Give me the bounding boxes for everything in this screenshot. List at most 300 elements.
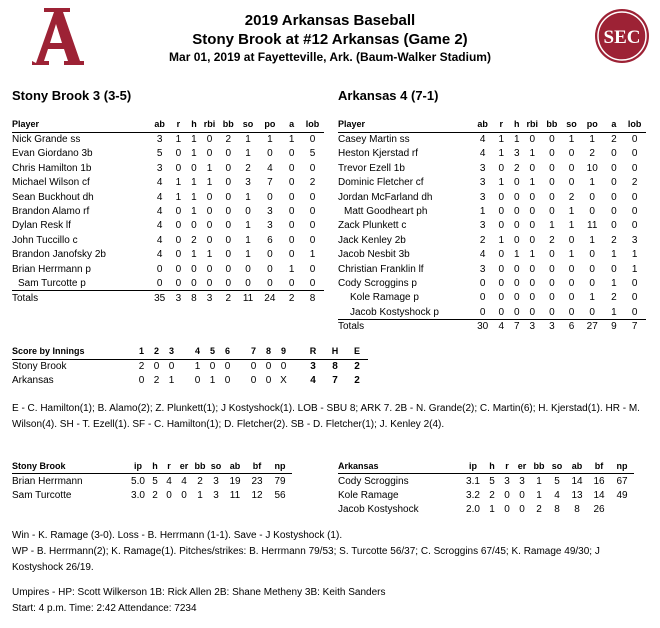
stat-cell: 1	[191, 148, 197, 160]
stat-cell: 1	[498, 234, 505, 246]
stat-cell: 1	[568, 220, 575, 232]
spacer	[291, 373, 302, 387]
stat-cell: 0	[631, 162, 638, 174]
column-header: bb	[541, 118, 564, 132]
stat-cell: 4	[156, 220, 163, 232]
stat-cell: 4	[156, 234, 163, 246]
stat-cell: 26	[593, 504, 605, 516]
pitcher-name: Cody Scroggins	[338, 475, 409, 487]
player-name: Brandon Janofsky 2b	[12, 249, 106, 261]
stat-cell: 2	[514, 162, 520, 174]
home-team-title: Arkansas 4 (7-1)	[338, 88, 439, 103]
stat-cell: 1	[631, 249, 638, 261]
stat-cell: 1	[498, 134, 505, 146]
stat-cell: 8	[554, 504, 560, 516]
header-row	[12, 118, 324, 132]
totals-cell: 9	[611, 321, 617, 333]
home-batting-table	[338, 118, 646, 334]
player-name: Brandon Alamo rf	[12, 206, 90, 218]
totals-cell: 3	[549, 321, 555, 333]
stat-cell: 0	[589, 191, 595, 203]
stat-cell: 0	[239, 276, 258, 290]
stat-cell: 0	[611, 191, 617, 203]
inning-header: 1	[134, 345, 149, 359]
totals-cell: 27	[586, 321, 598, 333]
stat-cell: 0	[563, 305, 580, 319]
totals-cell: 24	[264, 292, 276, 304]
player-row	[338, 248, 646, 262]
stat-cell: 4	[479, 249, 486, 261]
player-row	[12, 176, 324, 190]
stat-cell: 0	[498, 292, 505, 304]
stat-cell: 0	[206, 191, 213, 203]
stat-cell: 1	[568, 134, 575, 146]
inning-score: 0	[265, 374, 272, 386]
stat-cell: 0	[288, 220, 295, 232]
stat-cell: 0	[175, 263, 182, 275]
player-name: Cody Scroggins p	[338, 277, 417, 289]
rhe-value: 2	[354, 360, 360, 372]
stat-cell: 0	[301, 276, 324, 290]
column-header: rbi	[201, 118, 218, 132]
stat-cell: 3	[156, 162, 163, 174]
stat-cell: 0	[267, 191, 273, 203]
stat-cell: 0	[549, 191, 555, 203]
pitching-header	[12, 459, 292, 474]
stat-cell: 0	[529, 162, 536, 174]
player-name: Jacob Nesbit 3b	[338, 249, 410, 261]
stat-cell: 14	[571, 475, 583, 487]
stat-cell: 4	[166, 475, 172, 487]
stat-cell: 0	[631, 206, 638, 218]
spacer	[235, 345, 246, 359]
stat-cell: 0	[529, 206, 536, 218]
stat-cell: 5.0	[131, 475, 145, 487]
stat-cell: 0	[549, 134, 555, 146]
stat-cell: 19	[229, 475, 241, 487]
stat-cell: 3.1	[466, 475, 480, 487]
player-row	[338, 305, 646, 319]
stat-cell: 0	[631, 292, 638, 304]
stat-cell: 67	[616, 475, 628, 487]
column-header: Player	[338, 118, 472, 132]
stat-cell: 0	[181, 489, 187, 501]
stat-cell: 3	[479, 191, 486, 203]
stat-cell: 23	[251, 475, 263, 487]
player-row	[338, 276, 646, 290]
totals-row	[338, 319, 646, 333]
stat-cell: 0	[479, 292, 486, 304]
stat-cell: 8	[574, 504, 580, 516]
stat-cell: 0	[529, 220, 536, 232]
stat-cell: 0	[245, 263, 251, 275]
stat-cell: 0	[549, 263, 555, 275]
totals-cell: 7	[631, 321, 638, 333]
stat-cell: 0	[568, 263, 575, 275]
stat-cell: 0	[309, 134, 316, 146]
stat-cell: 4	[479, 148, 486, 160]
column-header: lob	[623, 118, 646, 132]
stat-cell: 0	[524, 305, 541, 319]
stat-cell: 0	[510, 305, 524, 319]
column-header: r	[170, 118, 187, 132]
player-name: Chris Hamilton 1b	[12, 162, 92, 174]
stat-cell: 3	[631, 234, 638, 246]
stat-cell: 5	[489, 475, 495, 487]
player-name: Michael Wilson cf	[12, 177, 90, 189]
stat-cell: 4	[554, 489, 560, 501]
batting-notes: E - C. Hamilton(1); B. Alamo(2); Z. Plunkett(1); J Kostyshock(1). LOB - SBU 8; ARK 7. 2B - N. Grande(2); C. Martin(6); H. Kjerstad(1). HR - M. Wilson(4). SH - T. Ezell(1). SF - C. Hamilton(1); D. Fletcher(2). SB - D. Fletcher(1); J. Kenley 2(4).	[12, 403, 640, 430]
stat-cell: 0	[170, 276, 187, 290]
stat-cell: 0	[498, 206, 505, 218]
stat-cell: 0	[631, 134, 638, 146]
stat-cell: 0	[225, 177, 232, 189]
stat-cell: 0	[514, 191, 520, 203]
stat-cell: 1	[529, 249, 536, 261]
column-header: ab	[149, 118, 170, 132]
stat-cell: 0	[288, 148, 295, 160]
stat-cell: 1	[309, 249, 316, 261]
stat-cell: 0	[611, 220, 617, 232]
rhe-value: 8	[332, 360, 338, 372]
stat-cell: 0	[611, 206, 617, 218]
stat-cell: 0	[611, 263, 617, 275]
stat-cell: 0	[175, 162, 182, 174]
linescore-team: Arkansas	[12, 374, 54, 386]
inning-score: 0	[138, 374, 145, 386]
stat-cell: 1	[568, 249, 575, 261]
stat-cell: 0	[568, 177, 575, 189]
totals-cell: 2	[288, 292, 295, 304]
player-name: Brian Herrmann p	[12, 263, 91, 275]
inning-score: 2	[153, 374, 160, 386]
stat-cell: 1	[611, 249, 617, 261]
column-header: ip	[128, 459, 148, 474]
stat-cell: 1	[589, 134, 595, 146]
stat-cell: 0	[191, 162, 197, 174]
totals-label: Totals	[338, 321, 365, 333]
stat-cell: 2	[479, 234, 486, 246]
column-header: ab	[566, 459, 588, 474]
stat-cell: 0	[288, 162, 295, 174]
column-header: rbi	[524, 118, 541, 132]
player-name: Dominic Fletcher cf	[338, 177, 424, 189]
column-header: so	[208, 459, 224, 474]
stat-cell: 0	[529, 263, 536, 275]
inning-score: 0	[194, 374, 201, 386]
column-header: bf	[246, 459, 268, 474]
stat-cell: 0	[225, 263, 232, 275]
stat-cell: 0	[631, 220, 638, 232]
totals-cell: 3	[206, 292, 213, 304]
player-row	[12, 161, 324, 175]
stat-cell: 0	[288, 234, 295, 246]
stat-cell: 3	[156, 134, 163, 146]
stat-cell: 4	[156, 249, 163, 261]
inning-header: 2	[149, 345, 164, 359]
stat-cell: 0	[568, 162, 575, 174]
stat-cell: 4	[156, 177, 163, 189]
stat-cell: 1	[245, 134, 251, 146]
column-header: np	[610, 459, 634, 474]
stat-cell: 0	[225, 234, 232, 246]
stat-cell: 3.2	[466, 489, 480, 501]
player-row	[12, 147, 324, 161]
totals-cell: 3	[529, 321, 536, 333]
stat-cell: 2	[536, 504, 542, 516]
stat-cell: 5	[309, 148, 316, 160]
stat-cell: 2	[549, 234, 555, 246]
stat-cell: 0	[504, 504, 510, 516]
stat-cell: 4	[267, 162, 273, 174]
inning-score: 0	[168, 360, 175, 372]
inning-score: 0	[250, 360, 257, 372]
stat-cell: 0	[568, 148, 575, 160]
linescore-table	[12, 345, 368, 387]
stat-cell: 0	[498, 191, 505, 203]
pitcher-row	[338, 503, 634, 518]
stat-cell: 0	[611, 148, 617, 160]
rhe-header: R	[302, 345, 324, 359]
stat-cell: 5	[156, 148, 163, 160]
stat-cell: 5	[554, 475, 560, 487]
stat-cell: 0	[156, 263, 163, 275]
inning-score: 1	[194, 360, 201, 372]
player-name: Trevor Ezell 1b	[338, 162, 405, 174]
stat-cell: 2	[489, 489, 495, 501]
column-header: a	[282, 118, 301, 132]
stat-cell: 0	[225, 249, 232, 261]
inning-header: 7	[246, 345, 261, 359]
totals-cell: 2	[225, 292, 232, 304]
totals-cell: 35	[154, 292, 166, 304]
inning-score: 2	[138, 360, 145, 372]
stat-cell: 0	[498, 277, 505, 289]
stat-cell: 0	[225, 206, 232, 218]
stat-cell: 12	[251, 489, 263, 501]
rhe-header: H	[324, 345, 346, 359]
player-row	[338, 291, 646, 305]
stat-cell: 0	[549, 177, 555, 189]
stat-cell: 0	[288, 177, 295, 189]
column-header: ip	[462, 459, 484, 474]
column-header: h	[510, 118, 524, 132]
player-row	[12, 248, 324, 262]
stat-cell: 0	[309, 162, 316, 174]
stat-cell: 3	[479, 220, 486, 232]
stat-cell: 0	[514, 292, 520, 304]
stat-cell: 0	[309, 234, 316, 246]
stat-cell: 0	[245, 206, 251, 218]
stat-cell: 1	[175, 134, 182, 146]
player-row	[338, 190, 646, 204]
stat-cell: 0	[288, 191, 295, 203]
column-header: Stony Brook	[12, 459, 128, 474]
stat-cell: 2	[309, 177, 316, 189]
stat-cell: 0	[519, 489, 525, 501]
game-notes	[12, 585, 648, 617]
stat-cell: 0	[206, 220, 213, 232]
column-header: r	[500, 459, 514, 474]
stat-cell: 0	[479, 277, 486, 289]
stat-cell: 2	[568, 191, 575, 203]
stat-cell: 0	[529, 134, 536, 146]
inning-header: 9	[276, 345, 291, 359]
column-header: lob	[301, 118, 324, 132]
stat-cell: 0	[514, 234, 520, 246]
stat-cell: 0	[218, 276, 239, 290]
stat-cell: 0	[472, 305, 493, 319]
pitcher-row	[338, 474, 634, 489]
stat-cell: 0	[549, 162, 555, 174]
stat-cell: 0	[549, 148, 555, 160]
stat-cell: 1	[191, 249, 197, 261]
linescore-label: Score by Innings	[12, 345, 134, 359]
pitcher-name: Kole Ramage	[338, 489, 399, 501]
stat-cell: 0	[187, 276, 202, 290]
column-header: Arkansas	[338, 459, 462, 474]
stat-cell: 0	[514, 177, 520, 189]
inning-score: 0	[224, 360, 231, 372]
stat-cell: 0	[309, 220, 316, 232]
player-name: Sam Turcotte p	[12, 276, 149, 290]
column-header: np	[268, 459, 292, 474]
pitcher-row	[12, 474, 292, 489]
stat-cell: 2	[631, 177, 638, 189]
stat-cell: 0	[549, 277, 555, 289]
player-row	[338, 176, 646, 190]
header-row	[338, 118, 646, 132]
away-batting-table	[12, 118, 324, 305]
stat-cell: 0	[568, 234, 575, 246]
game-matchup: Stony Brook at #12 Arkansas (Game 2)	[192, 31, 468, 48]
totals-cell: 11	[242, 292, 254, 304]
stat-cell: 1	[197, 489, 203, 501]
linescore-row	[12, 359, 368, 373]
player-name: Sean Buckhout dh	[12, 191, 94, 203]
column-header: bf	[588, 459, 610, 474]
stat-cell: 1	[175, 191, 182, 203]
player-name: Matt Goodheart ph	[344, 206, 428, 218]
stat-cell: 1	[498, 148, 505, 160]
stat-cell: 1	[288, 134, 295, 146]
stat-cell: 0	[514, 220, 520, 232]
rhe-value: 2	[354, 374, 360, 386]
stat-cell: 3	[267, 206, 273, 218]
spacer	[291, 359, 302, 373]
column-header: ab	[224, 459, 246, 474]
column-header: er	[176, 459, 192, 474]
page-header	[0, 11, 660, 65]
totals-cell: 30	[477, 321, 489, 333]
stat-cell: 1	[206, 249, 213, 261]
stat-cell: 11	[587, 220, 598, 232]
stat-cell: 0	[282, 276, 301, 290]
stat-cell: 0	[267, 249, 273, 261]
stat-cell: 0	[225, 220, 232, 232]
player-name: Casey Martin ss	[338, 134, 410, 146]
rhe-header: E	[346, 345, 368, 359]
inning-score: 0	[265, 360, 272, 372]
stat-cell: 1	[529, 148, 536, 160]
totals-cell: 6	[568, 321, 575, 333]
totals-cell: 4	[498, 321, 505, 333]
player-name: Jordan McFarland dh	[338, 191, 433, 203]
stat-cell: 2	[245, 162, 251, 174]
stat-cell: 0	[201, 276, 218, 290]
column-header: bb	[218, 118, 239, 132]
stat-cell: 3	[213, 475, 219, 487]
stat-cell: 2	[589, 148, 595, 160]
stat-cell: 3	[267, 220, 273, 232]
inning-score: 0	[209, 360, 216, 372]
column-header: po	[257, 118, 282, 132]
inning-score: X	[280, 374, 287, 386]
column-header: r	[162, 459, 176, 474]
stat-cell: 2	[611, 234, 617, 246]
stat-cell: 1	[589, 177, 595, 189]
stat-cell: 1	[536, 475, 542, 487]
totals-label: Totals	[12, 292, 39, 304]
stat-cell: 0	[631, 191, 638, 203]
player-row	[12, 219, 324, 233]
stat-cell: 0	[175, 220, 182, 232]
stat-cell: 1	[245, 234, 251, 246]
stat-cell: 10	[586, 162, 598, 174]
stat-cell: 0	[589, 206, 595, 218]
stat-cell: 0	[631, 277, 638, 289]
umpires-note: Umpires - HP: Scott Wilkerson 1B: Rick Allen 2B: Shane Metheny 3B: Keith Sanders	[12, 587, 386, 598]
stat-cell: 3	[213, 489, 219, 501]
stat-cell: 0	[206, 206, 213, 218]
stat-cell: 0	[589, 263, 595, 275]
column-header: ab	[472, 118, 493, 132]
column-header: h	[148, 459, 162, 474]
spacer	[179, 373, 190, 387]
stat-cell: 1	[175, 177, 182, 189]
stat-cell: 0	[498, 220, 505, 232]
stat-cell: 0	[206, 234, 213, 246]
stat-cell: 0	[498, 162, 505, 174]
stat-cell: 13	[571, 489, 583, 501]
linescore-row	[12, 373, 368, 387]
column-header: so	[239, 118, 258, 132]
stat-cell: 7	[267, 177, 273, 189]
column-header: h	[187, 118, 202, 132]
stat-cell: 0	[589, 249, 595, 261]
stat-cell: 0	[631, 148, 638, 160]
stat-cell: 2	[152, 489, 158, 501]
stat-cell: 2	[225, 134, 232, 146]
stat-cell: 4	[156, 206, 163, 218]
stat-cell: 0	[267, 148, 273, 160]
stat-cell: 3	[504, 475, 510, 487]
game-info: Mar 01, 2019 at Fayetteville, Ark. (Baum-Walker Stadium)	[169, 50, 491, 64]
stat-cell: 0	[519, 504, 525, 516]
totals-cell: 8	[309, 292, 316, 304]
player-row	[338, 161, 646, 175]
stat-cell: 0	[225, 162, 232, 174]
stat-cell: 0	[529, 277, 536, 289]
stat-cell: 1	[568, 206, 575, 218]
spacer	[179, 345, 190, 359]
column-header: h	[484, 459, 500, 474]
inning-score: 0	[224, 374, 231, 386]
stat-cell: 0	[529, 234, 536, 246]
stat-cell: 0	[206, 263, 213, 275]
decisions-note: Win - K. Ramage (3-0). Loss - B. Herrmann (1-1). Save - J Kostyshock (1).	[12, 530, 343, 541]
stat-cell: 49	[616, 489, 628, 501]
